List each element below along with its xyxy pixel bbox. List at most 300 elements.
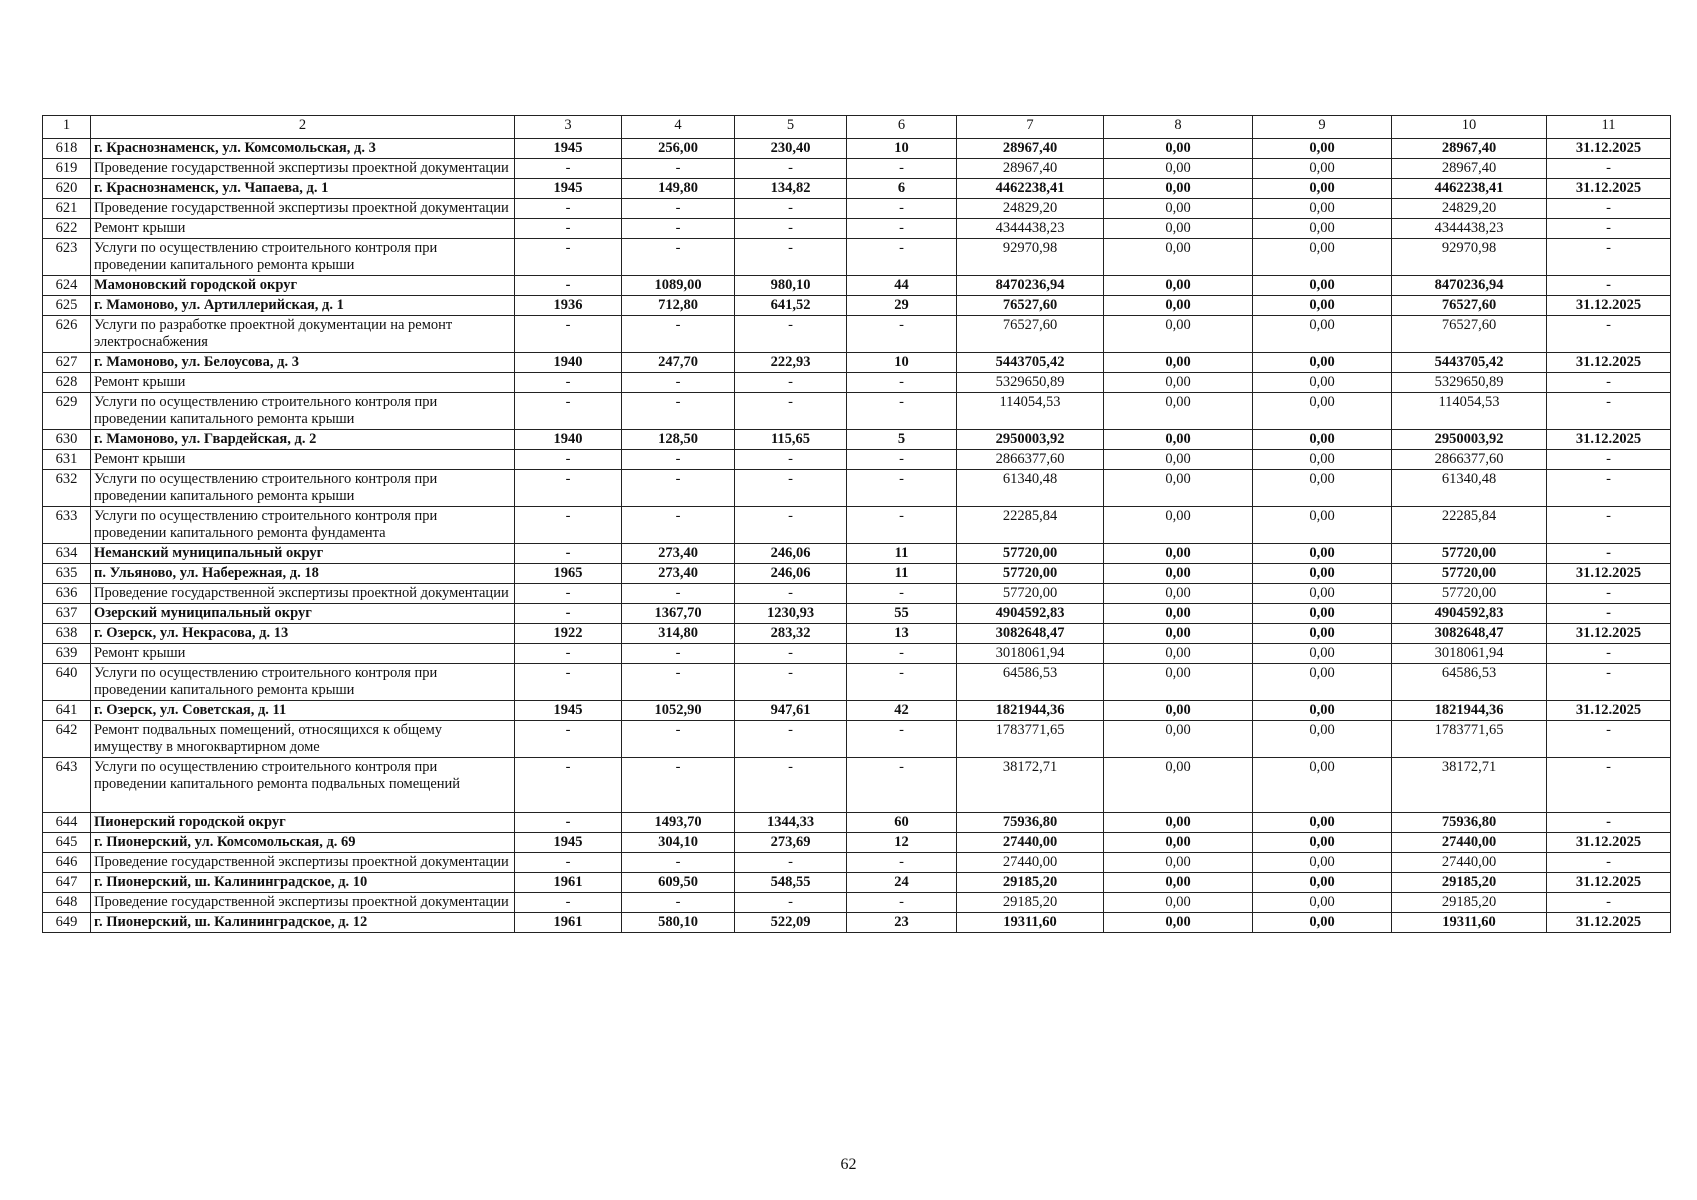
table-row-work xyxy=(43,758,1671,813)
item-name-cell: Ремонт крыши xyxy=(91,373,515,393)
item-name-cell: Услуги по осуществлению строительного контроля при проведении капитального ремонта крыши xyxy=(91,239,515,276)
cost-total-cell: 28967,40 xyxy=(957,159,1104,179)
year-cell: - xyxy=(515,664,622,701)
fund-regional-cell: 2950003,92 xyxy=(1392,430,1547,450)
row-number-cell: 627 xyxy=(43,353,91,373)
fund-regional-cell: 3018061,94 xyxy=(1392,644,1547,664)
completion-date-cell: 31.12.2025 xyxy=(1547,430,1671,450)
area-living-cell: 230,40 xyxy=(735,139,847,159)
area-living-cell: 115,65 xyxy=(735,430,847,450)
residents-cell: 42 xyxy=(847,701,957,721)
area-living-cell: 134,82 xyxy=(735,179,847,199)
table-row-work xyxy=(43,219,1671,239)
fund-local-cell: 0,00 xyxy=(1104,139,1253,159)
header-cell: 7 xyxy=(957,116,1104,139)
area-total-cell: - xyxy=(622,893,735,913)
fund-local-cell: 0,00 xyxy=(1104,813,1253,833)
row-number-cell: 634 xyxy=(43,544,91,564)
cost-total-cell: 1821944,36 xyxy=(957,701,1104,721)
fund-owners-cell: 0,00 xyxy=(1253,604,1392,624)
item-name-cell: Услуги по осуществлению строительного контроля при проведении капитального ремонта подвальных помещений xyxy=(91,758,515,813)
fund-regional-cell: 57720,00 xyxy=(1392,544,1547,564)
table-row-address xyxy=(43,139,1671,159)
table-row-address xyxy=(43,913,1671,933)
area-total-cell: 149,80 xyxy=(622,179,735,199)
year-cell: - xyxy=(515,393,622,430)
year-cell: 1965 xyxy=(515,564,622,584)
area-living-cell: - xyxy=(735,393,847,430)
fund-regional-cell: 5329650,89 xyxy=(1392,373,1547,393)
completion-date-cell: - xyxy=(1547,758,1671,813)
completion-date-cell: - xyxy=(1547,470,1671,507)
area-total-cell: 580,10 xyxy=(622,913,735,933)
fund-local-cell: 0,00 xyxy=(1104,450,1253,470)
area-total-cell: - xyxy=(622,239,735,276)
fund-local-cell: 0,00 xyxy=(1104,758,1253,813)
item-name-cell: г. Пионерский, ш. Калининградское, д. 12 xyxy=(91,913,515,933)
row-number-cell: 620 xyxy=(43,179,91,199)
cost-total-cell: 4904592,83 xyxy=(957,604,1104,624)
completion-date-cell: 31.12.2025 xyxy=(1547,179,1671,199)
year-cell: 1936 xyxy=(515,296,622,316)
fund-regional-cell: 28967,40 xyxy=(1392,139,1547,159)
header-cell: 9 xyxy=(1253,116,1392,139)
year-cell: - xyxy=(515,276,622,296)
fund-regional-cell: 92970,98 xyxy=(1392,239,1547,276)
cost-total-cell: 92970,98 xyxy=(957,239,1104,276)
fund-local-cell: 0,00 xyxy=(1104,564,1253,584)
residents-cell: - xyxy=(847,758,957,813)
row-number-cell: 631 xyxy=(43,450,91,470)
area-living-cell: 947,61 xyxy=(735,701,847,721)
completion-date-cell: 31.12.2025 xyxy=(1547,701,1671,721)
fund-owners-cell: 0,00 xyxy=(1253,296,1392,316)
table-row-work xyxy=(43,316,1671,353)
table-row-work xyxy=(43,393,1671,430)
area-total-cell: - xyxy=(622,199,735,219)
area-living-cell: 246,06 xyxy=(735,544,847,564)
area-living-cell: - xyxy=(735,721,847,758)
residents-cell: - xyxy=(847,316,957,353)
area-living-cell: 548,55 xyxy=(735,873,847,893)
item-name-cell: г. Мамоново, ул. Белоусова, д. 3 xyxy=(91,353,515,373)
row-number-cell: 637 xyxy=(43,604,91,624)
residents-cell: - xyxy=(847,159,957,179)
fund-local-cell: 0,00 xyxy=(1104,913,1253,933)
residents-cell: - xyxy=(847,239,957,276)
completion-date-cell: - xyxy=(1547,316,1671,353)
completion-date-cell: - xyxy=(1547,219,1671,239)
year-cell: - xyxy=(515,758,622,813)
year-cell: - xyxy=(515,644,622,664)
year-cell: 1940 xyxy=(515,353,622,373)
area-total-cell: 304,10 xyxy=(622,833,735,853)
residents-cell: 10 xyxy=(847,353,957,373)
year-cell: - xyxy=(515,584,622,604)
year-cell: - xyxy=(515,219,622,239)
table-row-work xyxy=(43,159,1671,179)
area-living-cell: 246,06 xyxy=(735,564,847,584)
row-number-cell: 640 xyxy=(43,664,91,701)
area-total-cell: - xyxy=(622,721,735,758)
header-cell: 2 xyxy=(91,116,515,139)
table-row-work xyxy=(43,893,1671,913)
residents-cell: 60 xyxy=(847,813,957,833)
item-name-cell: г. Пионерский, ш. Калининградское, д. 10 xyxy=(91,873,515,893)
cost-total-cell: 38172,71 xyxy=(957,758,1104,813)
residents-cell: 5 xyxy=(847,430,957,450)
area-total-cell: 314,80 xyxy=(622,624,735,644)
cost-total-cell: 28967,40 xyxy=(957,139,1104,159)
fund-regional-cell: 4462238,41 xyxy=(1392,179,1547,199)
document-sheet xyxy=(42,115,1670,933)
area-total-cell: 1052,90 xyxy=(622,701,735,721)
completion-date-cell: - xyxy=(1547,644,1671,664)
cost-total-cell: 24829,20 xyxy=(957,199,1104,219)
year-cell: 1945 xyxy=(515,139,622,159)
item-name-cell: п. Ульяново, ул. Набережная, д. 18 xyxy=(91,564,515,584)
year-cell: - xyxy=(515,604,622,624)
fund-owners-cell: 0,00 xyxy=(1253,139,1392,159)
row-number-cell: 649 xyxy=(43,913,91,933)
area-total-cell: - xyxy=(622,507,735,544)
area-total-cell: 256,00 xyxy=(622,139,735,159)
residents-cell: - xyxy=(847,470,957,507)
table-row-address xyxy=(43,276,1671,296)
table-row-work xyxy=(43,239,1671,276)
header-cell: 10 xyxy=(1392,116,1547,139)
item-name-cell: Озерский муниципальный округ xyxy=(91,604,515,624)
cost-total-cell: 2950003,92 xyxy=(957,430,1104,450)
table-row-work xyxy=(43,664,1671,701)
row-number-cell: 619 xyxy=(43,159,91,179)
cost-total-cell: 64586,53 xyxy=(957,664,1104,701)
area-living-cell: - xyxy=(735,373,847,393)
area-total-cell: 273,40 xyxy=(622,544,735,564)
area-living-cell: - xyxy=(735,470,847,507)
item-name-cell: Услуги по осуществлению строительного контроля при проведении капитального ремонта фундамента xyxy=(91,507,515,544)
area-total-cell: - xyxy=(622,219,735,239)
table-row-address xyxy=(43,544,1671,564)
row-number-cell: 641 xyxy=(43,701,91,721)
fund-local-cell: 0,00 xyxy=(1104,873,1253,893)
area-living-cell: 522,09 xyxy=(735,913,847,933)
cost-total-cell: 3018061,94 xyxy=(957,644,1104,664)
item-name-cell: Ремонт подвальных помещений, относящихся к общему имуществу в многоквартирном доме xyxy=(91,721,515,758)
area-living-cell: 641,52 xyxy=(735,296,847,316)
fund-local-cell: 0,00 xyxy=(1104,604,1253,624)
item-name-cell: Мамоновский городской округ xyxy=(91,276,515,296)
area-living-cell: 283,32 xyxy=(735,624,847,644)
item-name-cell: Проведение государственной экспертизы проектной документации xyxy=(91,584,515,604)
cost-total-cell: 27440,00 xyxy=(957,833,1104,853)
item-name-cell: г. Краснознаменск, ул. Чапаева, д. 1 xyxy=(91,179,515,199)
year-cell: - xyxy=(515,159,622,179)
column-number-header-row xyxy=(43,116,1671,139)
area-living-cell: 1230,93 xyxy=(735,604,847,624)
area-total-cell: 128,50 xyxy=(622,430,735,450)
table-row-address xyxy=(43,604,1671,624)
fund-owners-cell: 0,00 xyxy=(1253,721,1392,758)
fund-owners-cell: 0,00 xyxy=(1253,701,1392,721)
row-number-cell: 638 xyxy=(43,624,91,644)
area-living-cell: 980,10 xyxy=(735,276,847,296)
table-row-address xyxy=(43,873,1671,893)
cost-total-cell: 76527,60 xyxy=(957,316,1104,353)
fund-local-cell: 0,00 xyxy=(1104,721,1253,758)
item-name-cell: Услуги по осуществлению строительного контроля при проведении капитального ремонта крыши xyxy=(91,393,515,430)
fund-owners-cell: 0,00 xyxy=(1253,450,1392,470)
area-living-cell: - xyxy=(735,159,847,179)
fund-owners-cell: 0,00 xyxy=(1253,813,1392,833)
completion-date-cell: - xyxy=(1547,239,1671,276)
area-living-cell: - xyxy=(735,239,847,276)
area-total-cell: - xyxy=(622,373,735,393)
fund-regional-cell: 29185,20 xyxy=(1392,873,1547,893)
header-cell: 5 xyxy=(735,116,847,139)
cost-total-cell: 4344438,23 xyxy=(957,219,1104,239)
area-total-cell: - xyxy=(622,450,735,470)
completion-date-cell: - xyxy=(1547,813,1671,833)
residents-cell: - xyxy=(847,219,957,239)
item-name-cell: г. Озерск, ул. Некрасова, д. 13 xyxy=(91,624,515,644)
completion-date-cell: - xyxy=(1547,507,1671,544)
fund-regional-cell: 4344438,23 xyxy=(1392,219,1547,239)
fund-owners-cell: 0,00 xyxy=(1253,393,1392,430)
row-number-cell: 639 xyxy=(43,644,91,664)
cost-total-cell: 3082648,47 xyxy=(957,624,1104,644)
item-name-cell: г. Мамоново, ул. Артиллерийская, д. 1 xyxy=(91,296,515,316)
completion-date-cell: 31.12.2025 xyxy=(1547,139,1671,159)
cost-total-cell: 29185,20 xyxy=(957,873,1104,893)
residents-cell: - xyxy=(847,199,957,219)
residents-cell: - xyxy=(847,507,957,544)
header-cell: 11 xyxy=(1547,116,1671,139)
residents-cell: 29 xyxy=(847,296,957,316)
area-total-cell: 1493,70 xyxy=(622,813,735,833)
area-total-cell: 712,80 xyxy=(622,296,735,316)
cost-total-cell: 29185,20 xyxy=(957,893,1104,913)
row-number-cell: 624 xyxy=(43,276,91,296)
fund-regional-cell: 38172,71 xyxy=(1392,758,1547,813)
table-body xyxy=(43,116,1671,933)
row-number-cell: 645 xyxy=(43,833,91,853)
item-name-cell: Ремонт крыши xyxy=(91,219,515,239)
residents-cell: 44 xyxy=(847,276,957,296)
residents-cell: - xyxy=(847,373,957,393)
header-cell: 6 xyxy=(847,116,957,139)
item-name-cell: Проведение государственной экспертизы проектной документации xyxy=(91,853,515,873)
item-name-cell: Пионерский городской округ xyxy=(91,813,515,833)
residents-cell: 13 xyxy=(847,624,957,644)
fund-local-cell: 0,00 xyxy=(1104,239,1253,276)
row-number-cell: 622 xyxy=(43,219,91,239)
table-row-work xyxy=(43,644,1671,664)
item-name-cell: г. Пионерский, ул. Комсомольская, д. 69 xyxy=(91,833,515,853)
row-number-cell: 618 xyxy=(43,139,91,159)
completion-date-cell: - xyxy=(1547,853,1671,873)
year-cell: - xyxy=(515,316,622,353)
fund-regional-cell: 75936,80 xyxy=(1392,813,1547,833)
residents-cell: 24 xyxy=(847,873,957,893)
fund-regional-cell: 8470236,94 xyxy=(1392,276,1547,296)
row-number-cell: 625 xyxy=(43,296,91,316)
item-name-cell: Неманский муниципальный округ xyxy=(91,544,515,564)
table-row-address xyxy=(43,813,1671,833)
completion-date-cell: 31.12.2025 xyxy=(1547,353,1671,373)
table-row-work xyxy=(43,584,1671,604)
completion-date-cell: - xyxy=(1547,604,1671,624)
fund-local-cell: 0,00 xyxy=(1104,393,1253,430)
fund-local-cell: 0,00 xyxy=(1104,893,1253,913)
fund-local-cell: 0,00 xyxy=(1104,664,1253,701)
row-number-cell: 642 xyxy=(43,721,91,758)
item-name-cell: Проведение государственной экспертизы проектной документации xyxy=(91,893,515,913)
cost-total-cell: 19311,60 xyxy=(957,913,1104,933)
fund-owners-cell: 0,00 xyxy=(1253,276,1392,296)
area-living-cell: 222,93 xyxy=(735,353,847,373)
fund-regional-cell: 57720,00 xyxy=(1392,584,1547,604)
cost-total-cell: 5443705,42 xyxy=(957,353,1104,373)
item-name-cell: Услуги по осуществлению строительного контроля при проведении капитального ремонта крыши xyxy=(91,470,515,507)
fund-regional-cell: 28967,40 xyxy=(1392,159,1547,179)
residents-cell: 11 xyxy=(847,544,957,564)
year-cell: - xyxy=(515,721,622,758)
year-cell: - xyxy=(515,544,622,564)
fund-regional-cell: 2866377,60 xyxy=(1392,450,1547,470)
fund-regional-cell: 27440,00 xyxy=(1392,833,1547,853)
area-living-cell: - xyxy=(735,450,847,470)
completion-date-cell: 31.12.2025 xyxy=(1547,833,1671,853)
year-cell: - xyxy=(515,373,622,393)
residents-cell: - xyxy=(847,644,957,664)
cost-total-cell: 27440,00 xyxy=(957,853,1104,873)
fund-owners-cell: 0,00 xyxy=(1253,430,1392,450)
completion-date-cell: - xyxy=(1547,159,1671,179)
item-name-cell: Проведение государственной экспертизы проектной документации xyxy=(91,199,515,219)
residents-cell: 6 xyxy=(847,179,957,199)
row-number-cell: 623 xyxy=(43,239,91,276)
fund-owners-cell: 0,00 xyxy=(1253,893,1392,913)
completion-date-cell: - xyxy=(1547,276,1671,296)
row-number-cell: 626 xyxy=(43,316,91,353)
table-row-address xyxy=(43,833,1671,853)
year-cell: - xyxy=(515,199,622,219)
area-total-cell: - xyxy=(622,470,735,507)
area-total-cell: - xyxy=(622,664,735,701)
table-row-work xyxy=(43,721,1671,758)
area-total-cell: - xyxy=(622,758,735,813)
year-cell: 1945 xyxy=(515,833,622,853)
fund-regional-cell: 4904592,83 xyxy=(1392,604,1547,624)
table-row-address xyxy=(43,353,1671,373)
cost-total-cell: 4462238,41 xyxy=(957,179,1104,199)
fund-owners-cell: 0,00 xyxy=(1253,853,1392,873)
fund-owners-cell: 0,00 xyxy=(1253,159,1392,179)
fund-local-cell: 0,00 xyxy=(1104,584,1253,604)
year-cell: - xyxy=(515,813,622,833)
fund-regional-cell: 27440,00 xyxy=(1392,853,1547,873)
row-number-cell: 635 xyxy=(43,564,91,584)
row-number-cell: 636 xyxy=(43,584,91,604)
year-cell: - xyxy=(515,239,622,276)
completion-date-cell: 31.12.2025 xyxy=(1547,624,1671,644)
fund-owners-cell: 0,00 xyxy=(1253,199,1392,219)
year-cell: 1961 xyxy=(515,913,622,933)
residents-cell: - xyxy=(847,853,957,873)
fund-local-cell: 0,00 xyxy=(1104,219,1253,239)
fund-local-cell: 0,00 xyxy=(1104,316,1253,353)
fund-regional-cell: 29185,20 xyxy=(1392,893,1547,913)
area-living-cell: 1344,33 xyxy=(735,813,847,833)
area-living-cell: - xyxy=(735,316,847,353)
completion-date-cell: - xyxy=(1547,721,1671,758)
residents-cell: 10 xyxy=(847,139,957,159)
table-row-work xyxy=(43,199,1671,219)
cost-total-cell: 76527,60 xyxy=(957,296,1104,316)
area-living-cell: - xyxy=(735,219,847,239)
item-name-cell: Услуги по осуществлению строительного контроля при проведении капитального ремонта крыши xyxy=(91,664,515,701)
residents-cell: 55 xyxy=(847,604,957,624)
fund-local-cell: 0,00 xyxy=(1104,159,1253,179)
fund-regional-cell: 61340,48 xyxy=(1392,470,1547,507)
fund-regional-cell: 5443705,42 xyxy=(1392,353,1547,373)
area-total-cell: 273,40 xyxy=(622,564,735,584)
fund-local-cell: 0,00 xyxy=(1104,430,1253,450)
fund-regional-cell: 22285,84 xyxy=(1392,507,1547,544)
table-row-work xyxy=(43,853,1671,873)
completion-date-cell: - xyxy=(1547,373,1671,393)
fund-owners-cell: 0,00 xyxy=(1253,584,1392,604)
fund-owners-cell: 0,00 xyxy=(1253,564,1392,584)
fund-regional-cell: 57720,00 xyxy=(1392,564,1547,584)
residents-cell: 11 xyxy=(847,564,957,584)
fund-owners-cell: 0,00 xyxy=(1253,624,1392,644)
fund-local-cell: 0,00 xyxy=(1104,833,1253,853)
area-living-cell: 273,69 xyxy=(735,833,847,853)
fund-local-cell: 0,00 xyxy=(1104,624,1253,644)
fund-regional-cell: 1821944,36 xyxy=(1392,701,1547,721)
area-total-cell: 1089,00 xyxy=(622,276,735,296)
fund-owners-cell: 0,00 xyxy=(1253,758,1392,813)
fund-owners-cell: 0,00 xyxy=(1253,179,1392,199)
row-number-cell: 646 xyxy=(43,853,91,873)
fund-regional-cell: 114054,53 xyxy=(1392,393,1547,430)
cost-total-cell: 2866377,60 xyxy=(957,450,1104,470)
header-cell: 3 xyxy=(515,116,622,139)
fund-owners-cell: 0,00 xyxy=(1253,219,1392,239)
row-number-cell: 632 xyxy=(43,470,91,507)
fund-regional-cell: 76527,60 xyxy=(1392,316,1547,353)
row-number-cell: 648 xyxy=(43,893,91,913)
area-living-cell: - xyxy=(735,893,847,913)
year-cell: 1945 xyxy=(515,179,622,199)
fund-local-cell: 0,00 xyxy=(1104,470,1253,507)
cost-total-cell: 8470236,94 xyxy=(957,276,1104,296)
year-cell: 1945 xyxy=(515,701,622,721)
year-cell: - xyxy=(515,470,622,507)
area-total-cell: 247,70 xyxy=(622,353,735,373)
fund-owners-cell: 0,00 xyxy=(1253,664,1392,701)
completion-date-cell: 31.12.2025 xyxy=(1547,873,1671,893)
area-total-cell: - xyxy=(622,159,735,179)
year-cell: 1922 xyxy=(515,624,622,644)
area-living-cell: - xyxy=(735,644,847,664)
area-total-cell: - xyxy=(622,584,735,604)
fund-local-cell: 0,00 xyxy=(1104,373,1253,393)
fund-local-cell: 0,00 xyxy=(1104,544,1253,564)
fund-owners-cell: 0,00 xyxy=(1253,544,1392,564)
